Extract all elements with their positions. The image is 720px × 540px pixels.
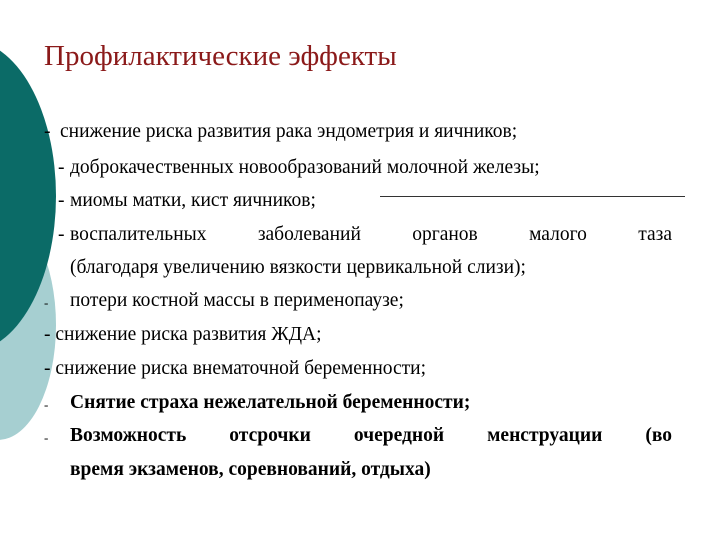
bullet-dash: - — [44, 295, 49, 310]
list-item: - снижение риска внематочной беременности; — [44, 358, 427, 379]
bullet-dash: - — [44, 121, 51, 142]
list-item: снижение риска развития рака эндометрия и яичников; — [60, 121, 518, 142]
list-item-continuation: (благодаря увеличению вязкости цервикальной слизи); — [70, 257, 526, 278]
list-item: - снижение риска развития ЖДА; — [44, 324, 322, 345]
list-item: Возможность отсрочки очередной менструации (во — [70, 425, 672, 446]
bullet-dash: - — [44, 397, 49, 412]
list-item-continuation: время экзаменов, соревнований, отдыха) — [70, 459, 431, 480]
slide-title: Профилактические эффекты — [44, 40, 397, 72]
list-item: доброкачественных новообразований молочной железы; — [70, 157, 540, 178]
bullet-dash: - — [58, 157, 65, 178]
list-item: воспалительных заболеваний органов малого таза — [70, 224, 672, 245]
list-item: потери костной массы в перименопаузе; — [70, 290, 404, 311]
bullet-dash: - — [58, 224, 65, 245]
bullet-dash: - — [58, 190, 65, 211]
bullet-dash: - — [44, 430, 49, 445]
list-item: миомы матки, кист яичников; — [70, 190, 316, 211]
list-item: Снятие страха нежелательной беременности; — [70, 392, 471, 413]
